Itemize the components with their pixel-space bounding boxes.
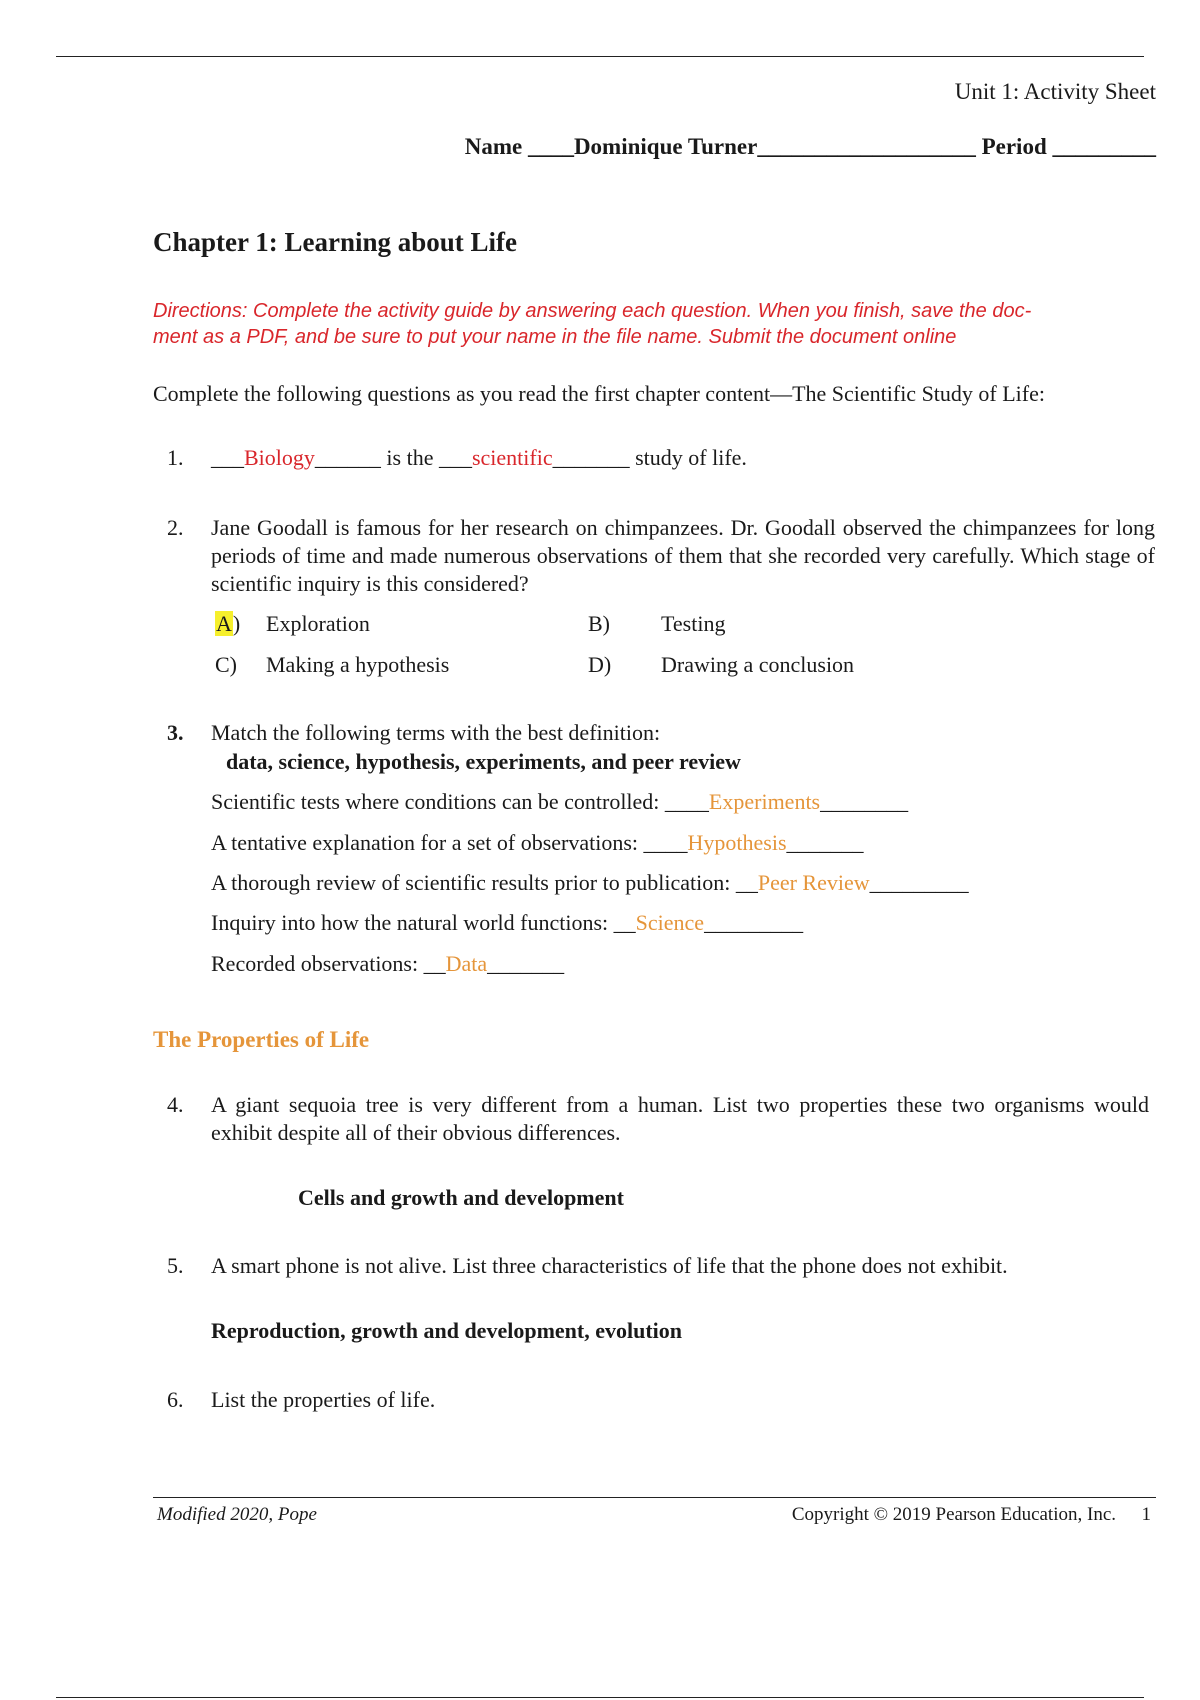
q3-item-1-blank-post: ________ — [820, 789, 909, 814]
q3-item-2-blank-pre: ____ — [643, 830, 688, 855]
footer-left: Modified 2020, Pope — [157, 1504, 317, 1525]
q3-terms: data, science, hypothesis, experiments, and peer review — [226, 749, 741, 774]
bottom-rule — [56, 1697, 1144, 1698]
period-field[interactable]: _________ — [1052, 134, 1156, 159]
q3-item-5 — [211, 950, 564, 978]
q3-item-2-answer[interactable]: Hypothesis — [687, 830, 787, 855]
q2-option-a[interactable] — [215, 610, 240, 638]
q3-item-3-blank-pre: __ — [735, 870, 758, 895]
q3-item-5-definition: Recorded observations: — [211, 951, 424, 976]
q3-item-3-answer[interactable]: Peer Review — [757, 870, 870, 895]
q3-item-2 — [211, 829, 864, 857]
q2-option-d-text: Drawing a conclusion — [661, 652, 855, 677]
name-prefix: ____ — [527, 134, 574, 159]
directions-line-2: ment as a PDF, and be sure to put your name in the file name. Submit the document online — [153, 326, 957, 348]
section-title-properties: The Properties of Life — [153, 1027, 370, 1052]
top-rule — [56, 56, 1144, 57]
unit-label: Unit 1: Activity Sheet — [954, 79, 1156, 104]
q1-answer-2[interactable]: scientific — [471, 445, 553, 470]
q2-option-b[interactable]: B) — [588, 611, 610, 636]
q2-option-c-text: Making a hypothesis — [266, 652, 450, 677]
q1-blank-post-1: ______ — [314, 445, 381, 470]
student-name[interactable]: Dominique Turner — [573, 134, 758, 159]
q1-end-text: study of life. — [629, 445, 747, 470]
q3-item-5-blank-pre: __ — [423, 951, 446, 976]
q1-answer-1[interactable]: Biology — [244, 445, 315, 470]
q2-text: Jane Goodall is famous for her research on chimpanzees. Dr. Goodall observed the chimpanzees for long periods of time and made numerous observations of them that she recorded very carefully. Which stage of scientific inquiry is this considered? — [211, 515, 1155, 596]
name-line — [465, 133, 1156, 161]
q3-item-1-answer[interactable]: Experiments — [708, 789, 821, 814]
q3-item-5-blank-post: _______ — [487, 951, 565, 976]
q3-item-1-blank-pre: ____ — [664, 789, 709, 814]
q4-answer[interactable]: Cells and growth and development — [298, 1185, 624, 1210]
q3-item-2-definition: A tentative explanation for a set of observations: — [211, 830, 644, 855]
chapter-title: Chapter 1: Learning about Life — [153, 227, 518, 257]
footer-page-number: 1 — [1141, 1504, 1151, 1525]
q2-option-a-paren: ) — [232, 611, 241, 636]
q2-option-c[interactable]: C) — [215, 652, 237, 677]
footer-copyright: Copyright © 2019 Pearson Education, Inc. — [791, 1504, 1116, 1525]
q3-item-2-blank-post: _______ — [786, 830, 864, 855]
q1-text — [211, 444, 747, 472]
q4-text: A giant sequoia tree is very different from a human. List two properties these two organisms would exhibit despite all of their obvious differences. — [211, 1092, 1149, 1145]
q3-item-4-blank-post: _________ — [704, 910, 804, 935]
q3-item-3 — [211, 869, 969, 897]
q3-item-3-definition: A thorough review of scientific results prior to publication: — [211, 870, 736, 895]
q4-number: 4. — [167, 1092, 184, 1117]
q3-item-3-blank-post: _________ — [869, 870, 969, 895]
q1-blank-pre-1: ___ — [211, 445, 244, 470]
q3-item-1 — [211, 788, 908, 816]
q1-blank-post-2: _______ — [552, 445, 630, 470]
q1-mid-text: is the — [380, 445, 439, 470]
q3-prompt: Match the following terms with the best definition: — [211, 720, 661, 745]
q5-number: 5. — [167, 1253, 184, 1278]
q5-answer[interactable]: Reproduction, growth and development, evolution — [211, 1318, 683, 1343]
q3-item-5-answer[interactable]: Data — [445, 951, 488, 976]
q5-text: A smart phone is not alive. List three characteristics of life that the phone does not exhibit. — [211, 1253, 1008, 1278]
name-suffix: ___________________ — [757, 134, 976, 159]
q3-number: 3. — [167, 720, 184, 745]
q2-number: 2. — [167, 515, 184, 540]
directions-line-1: Directions: Complete the activity guide by answering each question. When you finish, save the doc- — [153, 300, 1032, 322]
directions — [153, 298, 1143, 350]
q3-item-1-definition: Scientific tests where conditions can be controlled: — [211, 789, 665, 814]
q6-number: 6. — [167, 1387, 184, 1412]
q3-item-4 — [211, 909, 803, 937]
footer-rule — [153, 1497, 1156, 1498]
intro-text: Complete the following questions as you read the first chapter content—The Scientific Study of Life: — [153, 381, 1045, 406]
q2-option-b-text: Testing — [661, 611, 726, 636]
q6-text: List the properties of life. — [211, 1387, 436, 1412]
q2-option-d[interactable]: D) — [588, 652, 612, 677]
q3-item-4-definition: Inquiry into how the natural world functions: — [211, 910, 614, 935]
q2-option-a-letter: A — [216, 611, 232, 636]
q3-item-4-blank-pre: __ — [613, 910, 636, 935]
q1-number: 1. — [167, 445, 184, 470]
q1-blank-pre-2: ___ — [438, 445, 472, 470]
name-label: Name — [464, 134, 523, 159]
q2-option-a-text: Exploration — [266, 611, 370, 636]
q3-item-4-answer[interactable]: Science — [635, 910, 705, 935]
period-label: Period — [981, 134, 1047, 159]
